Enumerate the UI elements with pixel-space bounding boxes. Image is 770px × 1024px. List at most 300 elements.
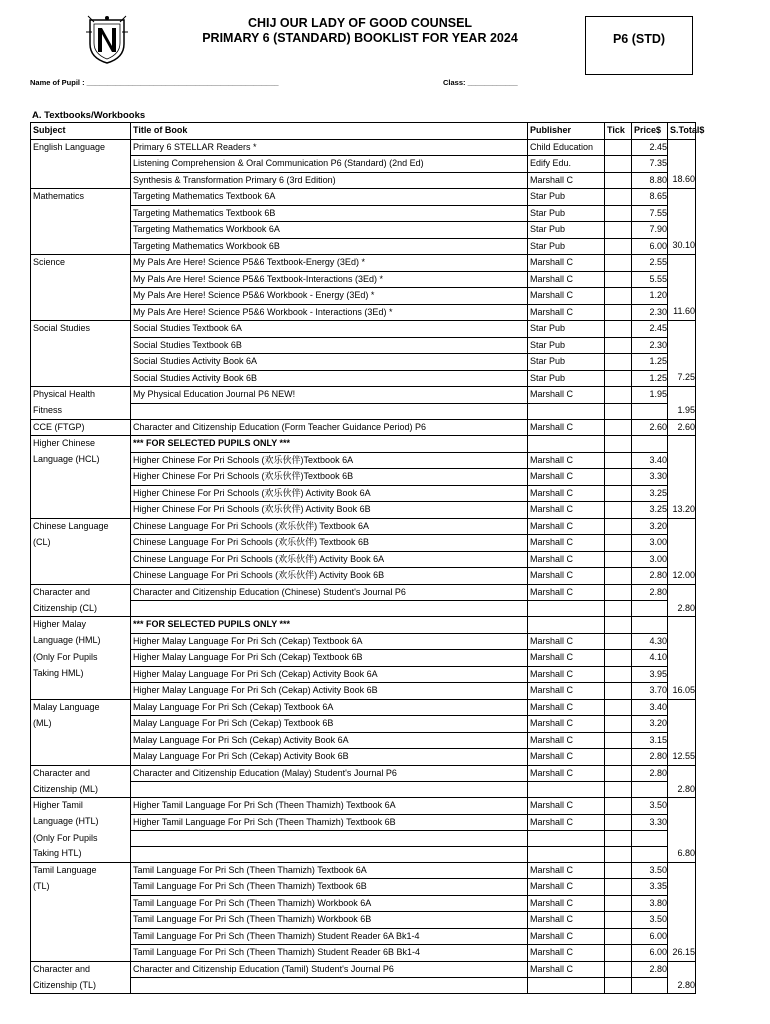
book-title-cell: Chinese Language For Pri Schools (欢乐伙伴) Activity Book 6B bbox=[131, 568, 528, 585]
tick-checkbox[interactable] bbox=[605, 699, 632, 716]
price-cell: 1.20 bbox=[632, 288, 668, 305]
table-row bbox=[31, 419, 696, 436]
book-title-cell: Tamil Language For Pri Sch (Theen Thamizh) Workbook 6B bbox=[131, 912, 528, 929]
publisher-cell: Marshall C bbox=[528, 928, 605, 945]
price-cell: 6.00 bbox=[632, 928, 668, 945]
publisher-cell: Marshall C bbox=[528, 452, 605, 469]
publisher-cell bbox=[528, 601, 605, 617]
table-row bbox=[31, 814, 696, 831]
book-title-cell: *** FOR SELECTED PUPILS ONLY *** bbox=[131, 436, 528, 453]
publisher-cell: Marshall C bbox=[528, 749, 605, 766]
table-header-row bbox=[31, 123, 696, 140]
subject-cell bbox=[31, 337, 131, 354]
book-title-cell bbox=[131, 782, 528, 798]
tick-checkbox[interactable] bbox=[605, 961, 632, 978]
publisher-cell: Marshall C bbox=[528, 172, 605, 189]
table-row bbox=[31, 862, 696, 879]
publisher-cell: Marshall C bbox=[528, 683, 605, 700]
book-title-cell: Targeting Mathematics Textbook 6B bbox=[131, 205, 528, 222]
tick-checkbox[interactable] bbox=[605, 172, 632, 189]
subtotal-cell: 2.80 bbox=[668, 601, 696, 617]
subject-cell: Citizenship (CL) bbox=[31, 601, 131, 617]
subject-cell bbox=[31, 288, 131, 305]
book-title-cell: Malay Language For Pri Sch (Cekap) Textbook 6A bbox=[131, 699, 528, 716]
tick-checkbox[interactable] bbox=[605, 831, 632, 847]
subject-cell bbox=[31, 222, 131, 239]
table-row bbox=[31, 436, 696, 453]
tick-checkbox[interactable] bbox=[605, 205, 632, 222]
subtotal-cell: 12.00 bbox=[668, 568, 696, 585]
publisher-cell: Marshall C bbox=[528, 912, 605, 929]
publisher-cell: Star Pub bbox=[528, 238, 605, 255]
book-title-cell bbox=[131, 978, 528, 994]
header-tick: Tick bbox=[605, 123, 632, 140]
subtotal-cell bbox=[668, 862, 696, 879]
book-title-cell: My Pals Are Here! Science P5&6 Textbook-Energy (3Ed) * bbox=[131, 255, 528, 272]
price-cell: 2.55 bbox=[632, 255, 668, 272]
tick-checkbox[interactable] bbox=[605, 156, 632, 173]
tick-checkbox[interactable] bbox=[605, 732, 632, 749]
tick-checkbox[interactable] bbox=[605, 452, 632, 469]
subtotal-cell bbox=[668, 205, 696, 222]
subtotal-cell bbox=[668, 798, 696, 815]
publisher-cell: Marshall C bbox=[528, 551, 605, 568]
tick-checkbox[interactable] bbox=[605, 337, 632, 354]
publisher-cell: Star Pub bbox=[528, 337, 605, 354]
price-cell: 2.80 bbox=[632, 584, 668, 601]
price-cell: 2.80 bbox=[632, 568, 668, 585]
subject-cell: Malay Language bbox=[31, 699, 131, 716]
publisher-cell: Marshall C bbox=[528, 945, 605, 962]
publisher-cell: Marshall C bbox=[528, 288, 605, 305]
publisher-cell bbox=[528, 403, 605, 419]
tick-checkbox[interactable] bbox=[605, 782, 632, 798]
table-row bbox=[31, 699, 696, 716]
tick-checkbox[interactable] bbox=[605, 912, 632, 929]
table-row bbox=[31, 387, 696, 404]
table-row bbox=[31, 139, 696, 156]
price-cell: 3.95 bbox=[632, 666, 668, 683]
publisher-cell: Star Pub bbox=[528, 222, 605, 239]
header-publisher: Publisher bbox=[528, 123, 605, 140]
subtotal-cell bbox=[668, 912, 696, 929]
tick-checkbox[interactable] bbox=[605, 518, 632, 535]
subject-cell: CCE (FTGP) bbox=[31, 419, 131, 436]
book-title-cell: Higher Chinese For Pri Schools (欢乐伙伴) Activity Book 6B bbox=[131, 502, 528, 519]
header-subtotal: S.Total$ bbox=[668, 123, 696, 140]
table-row bbox=[31, 321, 696, 338]
subtotal-cell bbox=[668, 895, 696, 912]
book-title-cell: Social Studies Textbook 6A bbox=[131, 321, 528, 338]
subtotal-cell: 6.80 bbox=[668, 846, 696, 862]
book-title-cell: Higher Malay Language For Pri Sch (Cekap) Activity Book 6B bbox=[131, 683, 528, 700]
subtotal-cell bbox=[668, 535, 696, 552]
tick-checkbox[interactable] bbox=[605, 584, 632, 601]
book-title-cell: My Physical Education Journal P6 NEW! bbox=[131, 387, 528, 404]
book-title-cell: Character and Citizenship Education (Form Teacher Guidance Period) P6 bbox=[131, 419, 528, 436]
publisher-cell: Star Pub bbox=[528, 189, 605, 206]
subject-cell bbox=[31, 683, 131, 700]
price-cell: 4.30 bbox=[632, 633, 668, 650]
book-title-cell: Character and Citizenship Education (Chinese) Student's Journal P6 bbox=[131, 584, 528, 601]
tick-checkbox[interactable] bbox=[605, 354, 632, 371]
subject-cell: Science bbox=[31, 255, 131, 272]
price-cell: 3.50 bbox=[632, 912, 668, 929]
publisher-cell: Child Education bbox=[528, 139, 605, 156]
price-cell: 3.80 bbox=[632, 895, 668, 912]
tick-checkbox[interactable] bbox=[605, 879, 632, 896]
tick-checkbox[interactable] bbox=[605, 862, 632, 879]
publisher-cell: Marshall C bbox=[528, 666, 605, 683]
price-cell bbox=[632, 436, 668, 453]
publisher-cell: Marshall C bbox=[528, 732, 605, 749]
publisher-cell: Marshall C bbox=[528, 584, 605, 601]
book-title-cell: Tamil Language For Pri Sch (Theen Thamizh) Student Reader 6A Bk1-4 bbox=[131, 928, 528, 945]
publisher-cell: Marshall C bbox=[528, 535, 605, 552]
book-title-cell: Malay Language For Pri Sch (Cekap) Activity Book 6B bbox=[131, 749, 528, 766]
subject-cell bbox=[31, 271, 131, 288]
subject-cell: Fitness bbox=[31, 403, 131, 419]
subtotal-cell: 2.60 bbox=[668, 419, 696, 436]
price-cell: 3.30 bbox=[632, 469, 668, 486]
price-cell: 7.35 bbox=[632, 156, 668, 173]
tick-checkbox[interactable] bbox=[605, 601, 632, 617]
book-title-cell: Chinese Language For Pri Schools (欢乐伙伴) Textbook 6B bbox=[131, 535, 528, 552]
price-cell bbox=[632, 601, 668, 617]
book-title-cell: Social Studies Activity Book 6B bbox=[131, 370, 528, 387]
book-title-cell: Malay Language For Pri Sch (Cekap) Textbook 6B bbox=[131, 716, 528, 733]
table-row bbox=[31, 222, 696, 239]
subject-cell bbox=[31, 945, 131, 962]
subtotal-cell: 18.60 bbox=[668, 172, 696, 189]
book-title-cell: Tamil Language For Pri Sch (Theen Thamizh) Workbook 6A bbox=[131, 895, 528, 912]
tick-checkbox[interactable] bbox=[605, 928, 632, 945]
price-cell: 2.30 bbox=[632, 337, 668, 354]
book-title-cell: Primary 6 STELLAR Readers * bbox=[131, 139, 528, 156]
subtotal-cell bbox=[668, 452, 696, 469]
subtotal-cell bbox=[668, 485, 696, 502]
publisher-cell: Marshall C bbox=[528, 255, 605, 272]
pupil-name-field[interactable]: Name of Pupil : ______________________________________________ bbox=[30, 78, 279, 87]
subject-cell bbox=[31, 304, 131, 321]
subject-cell bbox=[31, 551, 131, 568]
book-title-cell: Higher Malay Language For Pri Sch (Cekap) Textbook 6A bbox=[131, 633, 528, 650]
tick-checkbox[interactable] bbox=[605, 551, 632, 568]
book-title-cell: Targeting Mathematics Workbook 6B bbox=[131, 238, 528, 255]
book-title-cell: Higher Malay Language For Pri Sch (Cekap) Activity Book 6A bbox=[131, 666, 528, 683]
tick-checkbox[interactable] bbox=[605, 271, 632, 288]
subtotal-cell: 11.60 bbox=[668, 304, 696, 321]
tick-checkbox[interactable] bbox=[605, 814, 632, 831]
publisher-cell: Marshall C bbox=[528, 814, 605, 831]
price-cell: 5.55 bbox=[632, 271, 668, 288]
tick-checkbox[interactable] bbox=[605, 387, 632, 404]
subject-cell: Higher Malay bbox=[31, 617, 131, 634]
table-row bbox=[31, 370, 696, 387]
table-row bbox=[31, 666, 696, 683]
table-row bbox=[31, 271, 696, 288]
book-title-cell: Higher Malay Language For Pri Sch (Cekap) Textbook 6B bbox=[131, 650, 528, 667]
tick-checkbox[interactable] bbox=[605, 238, 632, 255]
book-title-cell: Tamil Language For Pri Sch (Theen Thamizh) Textbook 6B bbox=[131, 879, 528, 896]
subtotal-cell: 30.10 bbox=[668, 238, 696, 255]
publisher-cell: Marshall C bbox=[528, 518, 605, 535]
price-cell: 3.70 bbox=[632, 683, 668, 700]
tick-checkbox[interactable] bbox=[605, 370, 632, 387]
publisher-cell: Marshall C bbox=[528, 502, 605, 519]
subtotal-cell bbox=[668, 765, 696, 782]
publisher-cell bbox=[528, 978, 605, 994]
subtotal-cell bbox=[668, 879, 696, 896]
subject-cell bbox=[31, 485, 131, 502]
subtotal-cell bbox=[668, 633, 696, 650]
subject-cell: Character and bbox=[31, 765, 131, 782]
table-row bbox=[31, 961, 696, 978]
book-title-cell: Tamil Language For Pri Sch (Theen Thamizh) Textbook 6A bbox=[131, 862, 528, 879]
book-title-cell: Chinese Language For Pri Schools (欢乐伙伴) Textbook 6A bbox=[131, 518, 528, 535]
subtotal-cell bbox=[668, 469, 696, 486]
subject-cell: Taking HML) bbox=[31, 666, 131, 683]
table-row bbox=[31, 716, 696, 733]
price-cell bbox=[632, 831, 668, 847]
publisher-cell: Star Pub bbox=[528, 321, 605, 338]
book-title-cell bbox=[131, 846, 528, 862]
publisher-cell: Marshall C bbox=[528, 862, 605, 879]
tick-checkbox[interactable] bbox=[605, 485, 632, 502]
subtotal-cell bbox=[668, 831, 696, 847]
book-title-cell: Character and Citizenship Education (Tamil) Student's Journal P6 bbox=[131, 961, 528, 978]
subject-cell: Social Studies bbox=[31, 321, 131, 338]
subject-cell bbox=[31, 205, 131, 222]
table-row bbox=[31, 172, 696, 189]
table-row bbox=[31, 912, 696, 929]
subtotal-cell bbox=[668, 189, 696, 206]
subtotal-cell: 1.95 bbox=[668, 403, 696, 419]
book-title-cell: Targeting Mathematics Workbook 6A bbox=[131, 222, 528, 239]
table-row bbox=[31, 304, 696, 321]
subject-cell: Physical Health bbox=[31, 387, 131, 404]
subject-cell bbox=[31, 502, 131, 519]
subtotal-cell bbox=[668, 337, 696, 354]
publisher-cell: Marshall C bbox=[528, 961, 605, 978]
tick-checkbox[interactable] bbox=[605, 617, 632, 634]
publisher-cell bbox=[528, 831, 605, 847]
subject-cell: (Only For Pupils bbox=[31, 831, 131, 847]
table-row bbox=[31, 928, 696, 945]
subtotal-cell bbox=[668, 584, 696, 601]
tick-checkbox[interactable] bbox=[605, 222, 632, 239]
subtotal-cell bbox=[668, 961, 696, 978]
subtotal-cell bbox=[668, 387, 696, 404]
tick-checkbox[interactable] bbox=[605, 321, 632, 338]
tick-checkbox[interactable] bbox=[605, 895, 632, 912]
subject-cell bbox=[31, 469, 131, 486]
subtotal-cell: 2.80 bbox=[668, 782, 696, 798]
price-cell: 6.00 bbox=[632, 238, 668, 255]
subject-cell bbox=[31, 928, 131, 945]
book-title-cell: Social Studies Textbook 6B bbox=[131, 337, 528, 354]
table-row bbox=[31, 945, 696, 962]
tick-checkbox[interactable] bbox=[605, 683, 632, 700]
publisher-cell bbox=[528, 617, 605, 634]
subtotal-cell bbox=[668, 617, 696, 634]
tick-checkbox[interactable] bbox=[605, 945, 632, 962]
publisher-cell: Marshall C bbox=[528, 895, 605, 912]
price-cell: 3.35 bbox=[632, 879, 668, 896]
price-cell bbox=[632, 782, 668, 798]
subtotal-cell bbox=[668, 716, 696, 733]
publisher-cell: Star Pub bbox=[528, 205, 605, 222]
book-title-cell: Higher Tamil Language For Pri Sch (Theen Thamizh) Textbook 6B bbox=[131, 814, 528, 831]
price-cell: 3.20 bbox=[632, 518, 668, 535]
price-cell: 7.90 bbox=[632, 222, 668, 239]
table-row bbox=[31, 846, 696, 862]
price-cell: 2.80 bbox=[632, 961, 668, 978]
price-cell: 3.25 bbox=[632, 485, 668, 502]
price-cell: 1.25 bbox=[632, 354, 668, 371]
publisher-cell: Marshall C bbox=[528, 568, 605, 585]
publisher-cell: Marshall C bbox=[528, 304, 605, 321]
tick-checkbox[interactable] bbox=[605, 650, 632, 667]
book-title-cell: Targeting Mathematics Textbook 6A bbox=[131, 189, 528, 206]
book-title-cell: *** FOR SELECTED PUPILS ONLY *** bbox=[131, 617, 528, 634]
table-row bbox=[31, 485, 696, 502]
subject-cell: (Only For Pupils bbox=[31, 650, 131, 667]
price-cell bbox=[632, 403, 668, 419]
table-row bbox=[31, 337, 696, 354]
subject-cell: Character and bbox=[31, 584, 131, 601]
page-title bbox=[150, 16, 570, 46]
table-row bbox=[31, 255, 696, 272]
book-title-cell: Social Studies Activity Book 6A bbox=[131, 354, 528, 371]
table-row bbox=[31, 354, 696, 371]
tick-checkbox[interactable] bbox=[605, 469, 632, 486]
tick-checkbox[interactable] bbox=[605, 403, 632, 419]
publisher-cell: Marshall C bbox=[528, 485, 605, 502]
subtotal-cell bbox=[668, 222, 696, 239]
tick-checkbox[interactable] bbox=[605, 798, 632, 815]
tick-checkbox[interactable] bbox=[605, 666, 632, 683]
price-cell: 7.55 bbox=[632, 205, 668, 222]
tick-checkbox[interactable] bbox=[605, 419, 632, 436]
tick-checkbox[interactable] bbox=[605, 535, 632, 552]
tick-checkbox[interactable] bbox=[605, 978, 632, 994]
subtotal-cell bbox=[668, 814, 696, 831]
level-box: P6 (STD) bbox=[585, 16, 693, 75]
book-title-cell: Higher Chinese For Pri Schools (欢乐伙伴)Textbook 6B bbox=[131, 469, 528, 486]
subject-cell bbox=[31, 568, 131, 585]
subject-cell: Taking HTL) bbox=[31, 846, 131, 862]
table-row bbox=[31, 895, 696, 912]
header-subject: Subject bbox=[31, 123, 131, 140]
publisher-cell: Marshall C bbox=[528, 271, 605, 288]
subtotal-cell bbox=[668, 732, 696, 749]
tick-checkbox[interactable] bbox=[605, 139, 632, 156]
subject-cell bbox=[31, 912, 131, 929]
subtotal-cell bbox=[668, 271, 696, 288]
publisher-cell: Star Pub bbox=[528, 370, 605, 387]
tick-checkbox[interactable] bbox=[605, 436, 632, 453]
tick-checkbox[interactable] bbox=[605, 633, 632, 650]
booklist-table bbox=[30, 122, 705, 994]
table-row bbox=[31, 452, 696, 469]
tick-checkbox[interactable] bbox=[605, 765, 632, 782]
publisher-cell: Marshall C bbox=[528, 765, 605, 782]
table-row bbox=[31, 568, 696, 585]
tick-checkbox[interactable] bbox=[605, 255, 632, 272]
book-title-cell bbox=[131, 403, 528, 419]
subtotal-cell: 16.05 bbox=[668, 683, 696, 700]
price-cell: 3.20 bbox=[632, 716, 668, 733]
price-cell: 8.80 bbox=[632, 172, 668, 189]
table-row bbox=[31, 518, 696, 535]
subject-cell: (TL) bbox=[31, 879, 131, 896]
subject-cell: Citizenship (TL) bbox=[31, 978, 131, 994]
subject-cell bbox=[31, 732, 131, 749]
tick-checkbox[interactable] bbox=[605, 749, 632, 766]
subject-cell bbox=[31, 156, 131, 173]
tick-checkbox[interactable] bbox=[605, 502, 632, 519]
table-row bbox=[31, 879, 696, 896]
subtotal-cell bbox=[668, 650, 696, 667]
subject-cell: English Language bbox=[31, 139, 131, 156]
tick-checkbox[interactable] bbox=[605, 304, 632, 321]
subject-cell bbox=[31, 172, 131, 189]
subtotal-cell bbox=[668, 666, 696, 683]
subject-cell bbox=[31, 238, 131, 255]
price-cell: 2.45 bbox=[632, 321, 668, 338]
subject-cell: Character and bbox=[31, 961, 131, 978]
table-row bbox=[31, 502, 696, 519]
price-cell: 2.80 bbox=[632, 749, 668, 766]
publisher-cell: Marshall C bbox=[528, 419, 605, 436]
table-row bbox=[31, 535, 696, 552]
tick-checkbox[interactable] bbox=[605, 288, 632, 305]
publisher-cell bbox=[528, 436, 605, 453]
subtotal-cell bbox=[668, 928, 696, 945]
subtotal-cell bbox=[668, 139, 696, 156]
price-cell: 2.45 bbox=[632, 139, 668, 156]
publisher-cell: Marshall C bbox=[528, 387, 605, 404]
subtotal-cell: 13.20 bbox=[668, 502, 696, 519]
header-price: Price$ bbox=[632, 123, 668, 140]
booklist-subtitle: PRIMARY 6 (STANDARD) BOOKLIST FOR YEAR 2024 bbox=[202, 31, 518, 45]
class-field[interactable]: Class: ____________ bbox=[443, 78, 518, 87]
table-row bbox=[31, 601, 696, 617]
table-row bbox=[31, 782, 696, 798]
tick-checkbox[interactable] bbox=[605, 189, 632, 206]
price-cell: 3.40 bbox=[632, 452, 668, 469]
price-cell bbox=[632, 846, 668, 862]
subtotal-cell bbox=[668, 255, 696, 272]
table-row bbox=[31, 732, 696, 749]
table-row bbox=[31, 978, 696, 994]
table-row bbox=[31, 551, 696, 568]
publisher-cell: Star Pub bbox=[528, 354, 605, 371]
price-cell: 2.30 bbox=[632, 304, 668, 321]
tick-checkbox[interactable] bbox=[605, 846, 632, 862]
publisher-cell: Marshall C bbox=[528, 798, 605, 815]
publisher-cell bbox=[528, 782, 605, 798]
publisher-cell: Marshall C bbox=[528, 716, 605, 733]
table-row bbox=[31, 749, 696, 766]
book-title-cell: My Pals Are Here! Science P5&6 Workbook - Interactions (3Ed) * bbox=[131, 304, 528, 321]
tick-checkbox[interactable] bbox=[605, 568, 632, 585]
subject-cell: (CL) bbox=[31, 535, 131, 552]
tick-checkbox[interactable] bbox=[605, 716, 632, 733]
subtotal-cell: 2.80 bbox=[668, 978, 696, 994]
subtotal-cell bbox=[668, 551, 696, 568]
